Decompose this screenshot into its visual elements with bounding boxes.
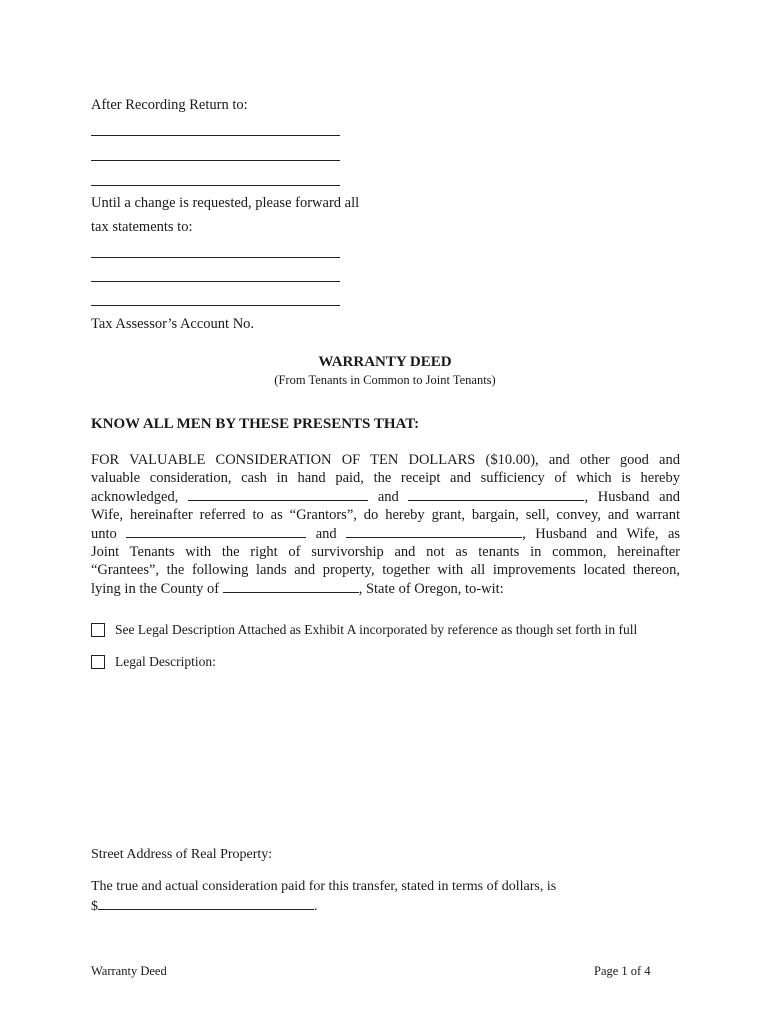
- paragraph-line: Joint Tenants with the right of survivorship and not as tenants in common, hereinafter: [91, 544, 680, 560]
- unto-text: unto: [91, 526, 117, 542]
- tax-line-2: [91, 281, 340, 282]
- paragraph-line: [91, 524, 680, 543]
- paragraph-line: [91, 487, 680, 506]
- consideration-text: The true and actual consideration paid for this transfer, stated in terms of dollars, is: [91, 879, 557, 894]
- tax-line-1: [91, 257, 340, 258]
- grantor-2-blank[interactable]: [408, 487, 584, 501]
- paragraph-line: Wife, hereinafter referred to as “Grantors”, do hereby grant, bargain, sell, convey, and warrant: [91, 507, 680, 523]
- street-address-label: Street Address of Real Property:: [91, 847, 273, 862]
- tax-statement-label-line1: Until a change is requested, please forward all: [91, 195, 360, 211]
- husband-and-text: , Husband and: [584, 489, 681, 505]
- paragraph-line: FOR VALUABLE CONSIDERATION OF TEN DOLLARS ($10.00), and other good and: [91, 452, 680, 468]
- return-line-1: [91, 135, 340, 136]
- consideration-blank[interactable]: [98, 896, 314, 910]
- legal-description-option[interactable]: [91, 654, 216, 670]
- state-text: , State of Oregon, to-wit:: [358, 581, 504, 597]
- county-blank[interactable]: [223, 579, 359, 593]
- county-text: lying in the County of: [91, 581, 220, 597]
- consideration-amount: [91, 896, 318, 915]
- grantee-1-blank[interactable]: [126, 524, 306, 538]
- footer-page-number: Page 1 of 4: [594, 964, 651, 978]
- conveyance-paragraph: [91, 451, 680, 598]
- acknowledged-text: acknowledged,: [91, 489, 179, 505]
- footer-title: Warranty Deed: [91, 964, 167, 978]
- return-line-2: [91, 160, 340, 161]
- and-text: and: [315, 526, 337, 542]
- know-all-heading: KNOW ALL MEN BY THESE PRESENTS THAT:: [91, 416, 420, 432]
- grantee-2-blank[interactable]: [346, 524, 522, 538]
- tax-line-3: [91, 305, 340, 306]
- legal-description-checkbox[interactable]: [91, 655, 105, 669]
- tax-account-label: Tax Assessor’s Account No.: [91, 316, 255, 332]
- period: .: [314, 899, 318, 914]
- exhibit-option-label: See Legal Description Attached as Exhibit A incorporated by reference as though set forth in full: [115, 622, 638, 637]
- exhibit-checkbox[interactable]: [91, 623, 105, 637]
- husband-wife-text: , Husband and Wife, as: [522, 526, 681, 542]
- page-title: WARRANTY DEED: [318, 354, 452, 370]
- and-text: and: [377, 489, 399, 505]
- tax-statement-label-line2: tax statements to:: [91, 219, 193, 235]
- legal-description-label: Legal Description:: [115, 654, 216, 669]
- paragraph-line: valuable consideration, cash in hand paid, the receipt and sufficiency of which is hereby: [91, 470, 680, 486]
- return-line-3: [91, 185, 340, 186]
- paragraph-line: [91, 579, 680, 598]
- page-subtitle: (From Tenants in Common to Joint Tenants): [274, 373, 496, 387]
- dollar-sign: $: [91, 899, 98, 914]
- exhibit-option[interactable]: [91, 622, 637, 638]
- return-to-label: After Recording Return to:: [91, 97, 248, 113]
- grantor-1-blank[interactable]: [188, 487, 368, 501]
- paragraph-line: “Grantees”, the following lands and property, together with all improvements located thereon,: [91, 562, 680, 578]
